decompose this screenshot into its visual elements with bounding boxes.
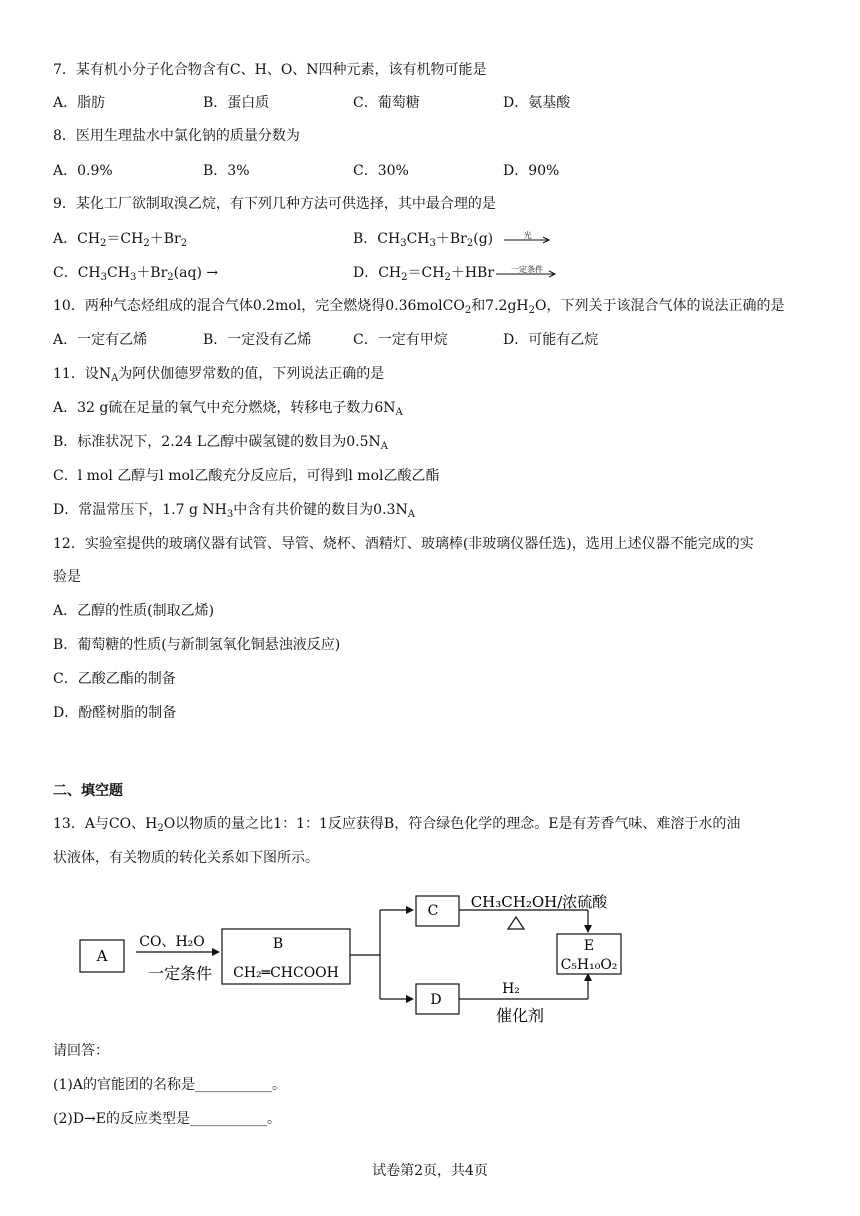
q10-option-c: C．一定有甲烷 <box>353 332 448 348</box>
q11-option-c: C．l mol 乙醇与l mol乙酸充分反应后，可得到l mol乙酸乙酯 <box>53 468 440 484</box>
q13-stem-line2: 状液体，有关物质的转化关系如下图所示。 <box>53 850 319 866</box>
q11-option-a: A．32 g硫在足量的氧气中充分燃烧，转移电子数力$6N_A$ <box>53 400 403 418</box>
label-d: D <box>430 992 442 1008</box>
q9-option-a: A．$CH_2=CH_2+Br_2$ <box>53 231 188 249</box>
q12-stem-line2: 验是 <box>53 569 81 585</box>
q10-option-a: A．一定有乙烯 <box>53 332 148 348</box>
heat-triangle-icon <box>508 917 524 929</box>
q7-stem: 7．某有机小分子化合物含有C、H、O、N四种元素，该有机物可能是 <box>53 62 487 78</box>
q8-option-a: A．0.9% <box>53 163 113 179</box>
q13-stem-line1: 13．A与CO、$H_2O$以物质的量之比1：1：1反应获得B，符合绿色化学的理念。E是有芳香气味、难溶于水的油 <box>53 816 741 834</box>
arrow1-bottom-label: 一定条件 <box>147 964 213 983</box>
q7-option-b: B．蛋白质 <box>203 95 270 111</box>
q12-option-d: D．酚醛树脂的制备 <box>53 705 177 721</box>
q10-option-d: D．可能有乙烷 <box>503 332 599 348</box>
q11-stem: 11．设$N_A$为阿伏伽德罗常数的值，下列说法正确的是 <box>53 366 385 384</box>
q8-option-d: D．90% <box>503 163 560 179</box>
q11-option-b: B．标准状况下，2.24 L乙醇中碳氢键的数目为$0.5N_A$ <box>53 434 388 452</box>
q7-option-a: A．脂肪 <box>53 95 106 111</box>
c-to-e-top-label: CH₃CH₂OH/浓硫酸 <box>470 893 608 911</box>
q13-part2: (2)D→E的反应类型是___________。 <box>53 1111 282 1127</box>
label-b: B <box>272 936 284 952</box>
q8-option-c: C．30% <box>353 163 409 179</box>
arrow1-top-label: CO、H₂O <box>139 934 205 950</box>
q11-option-d: D．常温常压下，1.7 g $NH_3$中含有共价键的数目为$0.3N_A$ <box>53 502 415 520</box>
q12-option-a: A．乙醇的性质(制取乙烯) <box>53 603 215 619</box>
section-heading: 二、填空题 <box>53 783 123 799</box>
q8-option-b: B．3% <box>203 163 250 179</box>
q9-option-c: C．$CH_3CH_3+Br_2(aq)$ → <box>53 265 219 283</box>
b-formula: CH₂═CHCOOH <box>233 965 339 981</box>
label-e: E <box>583 938 595 954</box>
q12-option-c: C．乙酸乙酯的制备 <box>53 671 176 687</box>
q12-stem-line1: 12．实验室提供的玻璃仪器有试管、导管、烧杯、酒精灯、玻璃棒(非玻璃仪器任选)，选用上述仪器不能完成的实 <box>53 536 754 552</box>
reaction-arrow-icon: 一定条件 <box>496 266 558 280</box>
d-to-e-bottom-label: 催化剂 <box>495 1006 545 1025</box>
answer-prompt: 请回答： <box>53 1043 109 1059</box>
d-to-e-top-label: H₂ <box>502 981 520 997</box>
label-a: A <box>96 947 108 965</box>
reaction-scheme-diagram <box>78 893 638 1033</box>
q7-option-c: C．葡萄糖 <box>353 95 420 111</box>
label-c: C <box>427 903 439 919</box>
q9-stem: 9．某化工厂欲制取溴乙烷，有下列几种方法可供选择，其中最合理的是 <box>53 196 496 212</box>
q10-stem: 10．两种气态烃组成的混合气体0.2mol，完全燃烧得0.36molCO$_2$和$7.2gH_2O$，下列关于该混合气体的说法正确的是 <box>53 298 785 316</box>
q7-option-d: D．氨基酸 <box>503 95 571 111</box>
q8-stem: 8．医用生理盐水中氯化钠的质量分数为 <box>53 128 300 144</box>
page-footer: 试卷第2页，共4页 <box>372 1163 488 1179</box>
q10-option-b: B．一定没有乙烯 <box>203 332 312 348</box>
q13-part1: (1)A的官能团的名称是___________。 <box>53 1077 286 1093</box>
q9-option-b: B．$CH_3CH_3+Br_2(g)$ 光 <box>353 229 552 249</box>
q9-option-d: D．$CH_2=CH_2+HBr$ 一定条件 <box>353 263 558 283</box>
e-formula: C₅H₁₀O₂ <box>560 957 618 973</box>
reaction-arrow-icon: 光 <box>504 232 552 246</box>
q12-option-b: B．葡萄糖的性质(与新制氢氧化铜悬浊液反应) <box>53 637 341 653</box>
